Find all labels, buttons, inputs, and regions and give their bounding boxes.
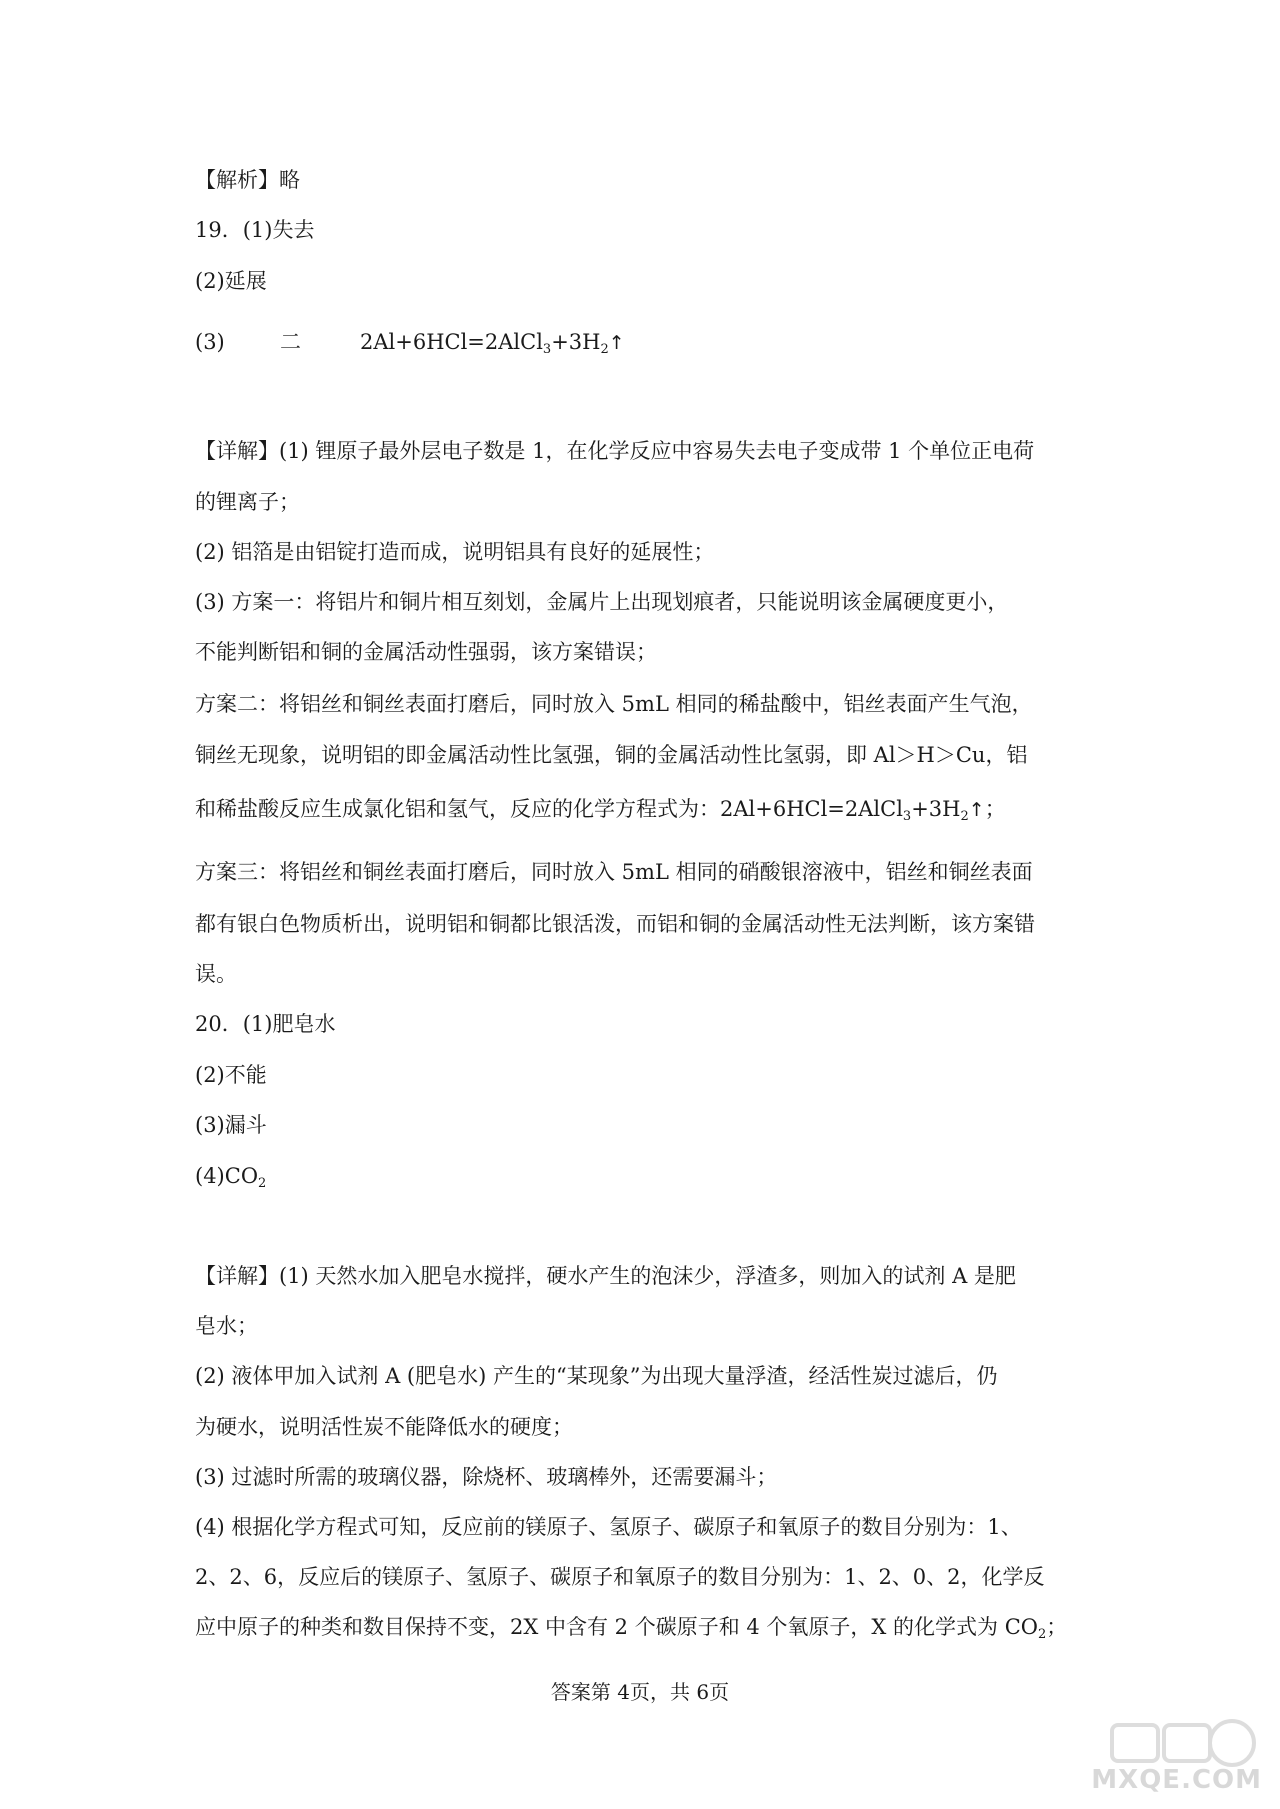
q19-answer-2: (2)延展: [195, 269, 267, 293]
detail20-line: 2、2、6，反应后的镁原子、氢原子、碳原子和氧原子的数目分别为：1、2、0、2，化学反: [195, 1565, 1045, 1589]
q20-answer-1: 20．(1)肥皂水: [195, 1012, 336, 1036]
detail20-line: 【详解】(1) 天然水加入肥皂水搅拌，硬水产生的泡沫少，浮渣多，则加入的试剂 A 是肥: [195, 1264, 1016, 1288]
gas-arrow-icon: ↑: [968, 799, 985, 821]
q19-answer-3-label: (3): [195, 330, 225, 354]
page-footer: 答案第 4页，共 6页: [550, 1680, 730, 1704]
q19-answer-3: [195, 328, 625, 364]
detail19-line: 方案二：将铝丝和铜丝表面打磨后，同时放入 5mL 相同的稀盐酸中，铝丝表面产生气泡，: [195, 692, 1033, 716]
q20-answer-3: (3)漏斗: [195, 1113, 267, 1137]
watermark-text: MXQE.COM: [1091, 1765, 1262, 1795]
watermark-logo: [1042, 1715, 1262, 1795]
detail20-line: (4) 根据化学方程式可知，反应前的镁原子、氢原子、碳原子和氧原子的数目分别为：1、: [195, 1515, 1022, 1539]
detail20-line: 皂水；: [195, 1314, 258, 1338]
detail19-line: 铜丝无现象，说明铝的即金属活动性比氢强，铜的金属活动性比氢弱，即 Al＞H＞Cu，铝: [195, 743, 1028, 767]
detail20-line: 为硬水，说明活性炭不能降低水的硬度；: [195, 1415, 573, 1439]
q20-answer-2: (2)不能: [195, 1063, 267, 1087]
detail19-line: 都有银白色物质析出，说明铝和铜都比银活泼，而铝和铜的金属活动性无法判断，该方案错: [195, 912, 1035, 936]
q19-equation: $2Al+6HCl=2AlCl_3+3H_2↑$: [360, 330, 625, 357]
detail19-line: (2) 铝箔是由铝锭打造而成，说明铝具有良好的延展性；: [195, 540, 715, 564]
detail19-equation-line: 和稀盐酸反应生成氯化铝和氢气，反应的化学方程式为：$2Al+6HCl=2AlCl_3+3H_2↑$；: [195, 797, 1006, 824]
detail19-line: 的锂离子；: [195, 490, 300, 514]
detail20-line: (2) 液体甲加入试剂 A (肥皂水) 产生的“某现象”为出现大量浮渣，经活性炭过滤后，仍: [195, 1364, 998, 1388]
detail19-line: 方案三：将铝丝和铜丝表面打磨后，同时放入 5mL 相同的硝酸银溶液中，铝丝和铜丝表面: [195, 860, 1033, 884]
q20-answer-4: $(4)CO_2$: [195, 1164, 267, 1191]
analysis-note: 【解析】略: [195, 168, 300, 192]
detail19-line: (3) 方案一：将铝片和铜片相互刻划，金属片上出现划痕者，只能说明该金属硬度更小，: [195, 590, 1009, 614]
detail19-line: 误。: [195, 962, 237, 986]
detail20-line: (3) 过滤时所需的玻璃仪器，除烧杯、玻璃棒外，还需要漏斗；: [195, 1465, 778, 1489]
q19-answer-1: 19．(1)失去: [195, 218, 315, 242]
gas-arrow-icon: ↑: [608, 332, 625, 354]
detail19-line: 【详解】(1) 锂原子最外层电子数是 1，在化学反应中容易失去电子变成带 1 个单位正电荷: [195, 439, 1035, 463]
q19-answer-3-choice: 二: [280, 330, 301, 354]
detail19-line: 不能判断铝和铜的金属活动性强弱，该方案错误；: [195, 640, 657, 664]
detail20-line: 应中原子的种类和数目保持不变，2X 中含有 2 个碳原子和 4 个氧原子，X 的化学式为 $CO_2$；: [195, 1615, 1068, 1642]
